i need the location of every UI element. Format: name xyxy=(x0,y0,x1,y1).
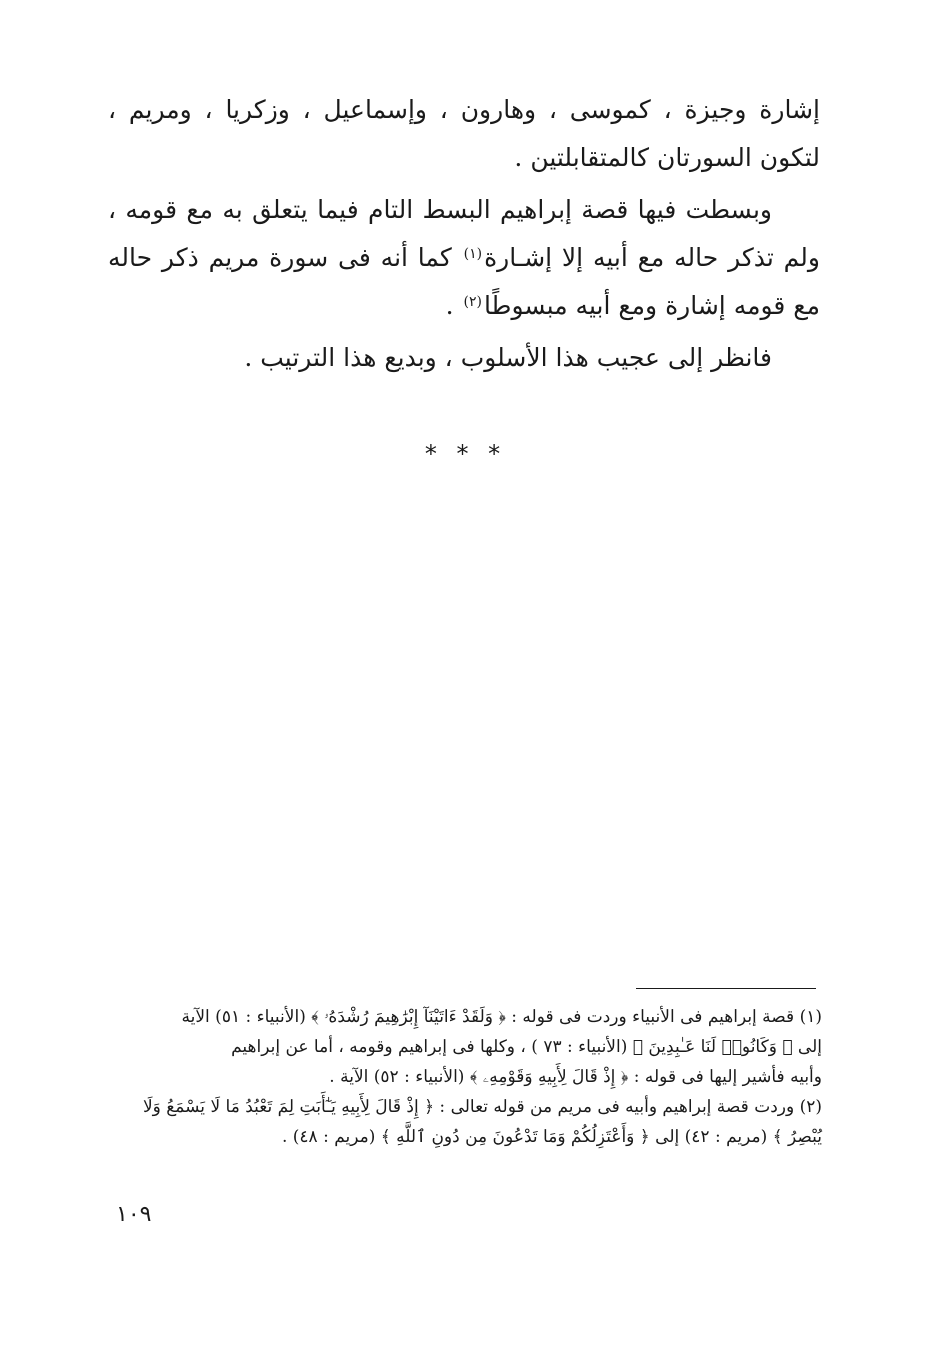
paragraph-2-text xyxy=(108,186,820,330)
paragraph-3-text: فانظر إلى عجيب هذا الأسلوب ، وبديع هذا الترتيب . xyxy=(244,343,772,372)
paragraph-2 xyxy=(108,186,820,330)
footnote-1-line-3: وأبيه فأشير إليها فى قوله : ﴿ إِذْ قَالَ لِأَبِيهِ وَقَوْمِهِۦ ﴾ (الأنبياء : ٥٢) الآية . xyxy=(329,1067,822,1087)
paragraph-3 xyxy=(108,334,820,382)
footnote-ref-1: (١) xyxy=(463,246,483,262)
page-number: ١٠٩ xyxy=(116,1202,152,1227)
footnotes xyxy=(108,1002,822,1152)
footnote-divider xyxy=(636,988,816,989)
paragraph-1 xyxy=(108,86,820,182)
footnote-2-line-1: (٢) وردت قصة إبراهيم وأبيه فى مريم من قوله تعالى : ﴿ إِذْ قَالَ لِأَبِيهِ يَـٰٓأَبَتِ لِمَ تَعْبُدُ مَا لَا يَسْمَعُ وَلَا xyxy=(142,1097,822,1117)
paragraph-1-text: إشارة وجيزة ، كموسى ، وهارون ، وإسماعيل ، وزكريا ، ومريم ، لتكون السورتان كالمتقابلتين . xyxy=(108,95,820,172)
paragraph-2-part-a: وبسطت فيها قصة إبراهيم البسط التام فيما يتعلق به مع قومه ، ولم تذكر حاله مع أبيه إلا إشـارة xyxy=(108,195,820,272)
footnote-ref-2: (٢) xyxy=(463,294,482,310)
section-separator: * * * xyxy=(424,440,507,468)
footnote-1-line-2: إلى ﴿ وَكَانُوا۟ لَنَا عَـٰبِدِينَ ﴾ (الأنبياء : ٧٣ ) ، وكلها فى إبراهيم وقومه ، أما عن إبراهيم xyxy=(231,1037,822,1057)
footnote-2-line-2: يُبْصِرُ ﴾ (مريم : ٤٢) إلى ﴿ وَأَعْتَزِلُكُمْ وَمَا تَدْعُونَ مِن دُونِ ٱللَّهِ ﴾ (مريم : ٤٨) . xyxy=(281,1127,822,1147)
paragraph-2-part-b: كما أنه فى سورة مريم ذكر حاله مع قومه إشارة ومع أبيه مبسوطًا xyxy=(108,243,820,320)
paragraph-2-part-c: . xyxy=(445,291,462,320)
footnote-1-line-1: (١) قصة إبراهيم فى الأنبياء وردت فى قوله : ﴿ وَلَقَدْ ءَاتَيْنَآ إِبْرَٰهِيمَ رُشْدَهُۥ ﴾ (الأنبياء : ٥١) الآية xyxy=(181,1007,822,1027)
